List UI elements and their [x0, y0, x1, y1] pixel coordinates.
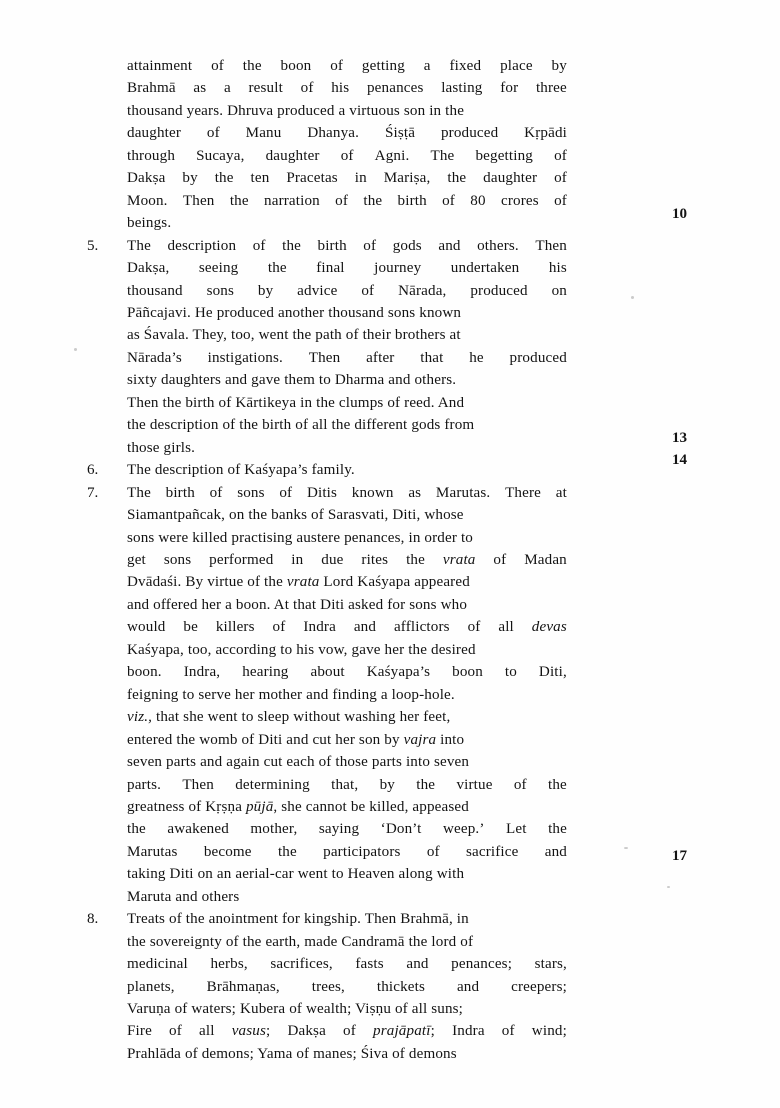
scan-speck — [631, 296, 634, 299]
item-5-lines: The description of the birth of gods and others. Then Dakṣa, seeing the final journey undertaken his thousand sons by advice of Nārada, produced on Pāñcajavi. He produced another thousand sons known as Śavala. They, too, went the path of their brothers at Nārada’s instigations. Then after that he produced sixty daughters and gave them to Dharma and others. Then the birth of Kārtikeya in the clumps of reed. And the description of the birth of all the different gods from those girls. — [127, 237, 567, 456]
text-column — [87, 55, 687, 1065]
margin-ref-13: 13 — [672, 430, 688, 446]
scan-speck — [624, 847, 628, 849]
margin-ref-10: 10 — [672, 206, 688, 222]
list-item-6 — [87, 459, 687, 481]
list-item-7 — [87, 482, 687, 909]
list-item-5 — [87, 235, 687, 460]
item-number-7: 7. — [87, 484, 99, 501]
item-number-6: 6. — [87, 462, 99, 479]
item-number-8: 8. — [87, 911, 99, 928]
item-number-5: 5. — [87, 237, 99, 254]
list-item-8 — [87, 908, 687, 1065]
intro-paragraph-lines: attainment of the boon of getting a fixed place by Brahmā as a result of his penances lasting for three thousand years. Dhruva produced a virtuous son in the daughter of Manu Dhanya. Śiṣṭā produced Kṛpādi through Sucaya, daughter of Agni. The begetting of Dakṣa by the ten Pracetas in Mariṣa, the daughter of Moon. Then the narration of the birth of 80 crores of beings. — [127, 58, 567, 232]
margin-ref-14: 14 — [672, 452, 688, 468]
item-6-text: The description of Kaśyapa’s family. — [127, 462, 355, 479]
margin-ref-17: 17 — [672, 848, 688, 864]
intro-paragraph — [87, 55, 687, 235]
scan-speck — [667, 886, 670, 888]
item-8-lines: Treats of the anointment for kingship. Then Brahmā, in the sovereignty of the earth, made Candramā the lord of medicinal herbs, sacrifices, fasts and penances; stars, planets, Brāhmaṇas, trees, thickets and creepers; Varuṇa of waters; Kubera of wealth; Viṣṇu of all suns; Fire of all vasus; Dakṣa of prajāpatī; Indra of wind; Prahlāda of demons; Yama of manes; Śiva of demons — [127, 911, 567, 1062]
scan-speck — [74, 348, 77, 351]
item-7-lines: The birth of sons of Ditis known as Marutas. There at Siamantpañcak, on the banks of Sarasvati, Diti, whose sons were killed practising austere penances, in order to get sons performed in due rites the vrata of Madan Dvādaśi. By virtue of the vrata Lord Kaśyapa appeared and offered her a boon. At that Diti asked for sons who would be killers of Indra and afflictors of all devas Kaśyapa, too, according to his vow, gave her the desired boon. Indra, hearing about Kaśyapa’s boon to Diti, feigning to serve her mother and finding a loop-hole. viz., that she went to sleep without washing her feet, entered the womb of Diti and cut her son by vajra into seven parts and again cut each of those parts into seven parts. Then determining that, by the virtue of the greatness of Kṛṣṇa pūjā, she cannot be killed, appeased the awakened mother, saying ‘Don’t weep.’ Let the Marutas become the participators of sacrifice and taking Diti on an aerial-car went to Heaven along with Maruta and others — [127, 484, 567, 905]
item-6-lines — [127, 459, 567, 481]
